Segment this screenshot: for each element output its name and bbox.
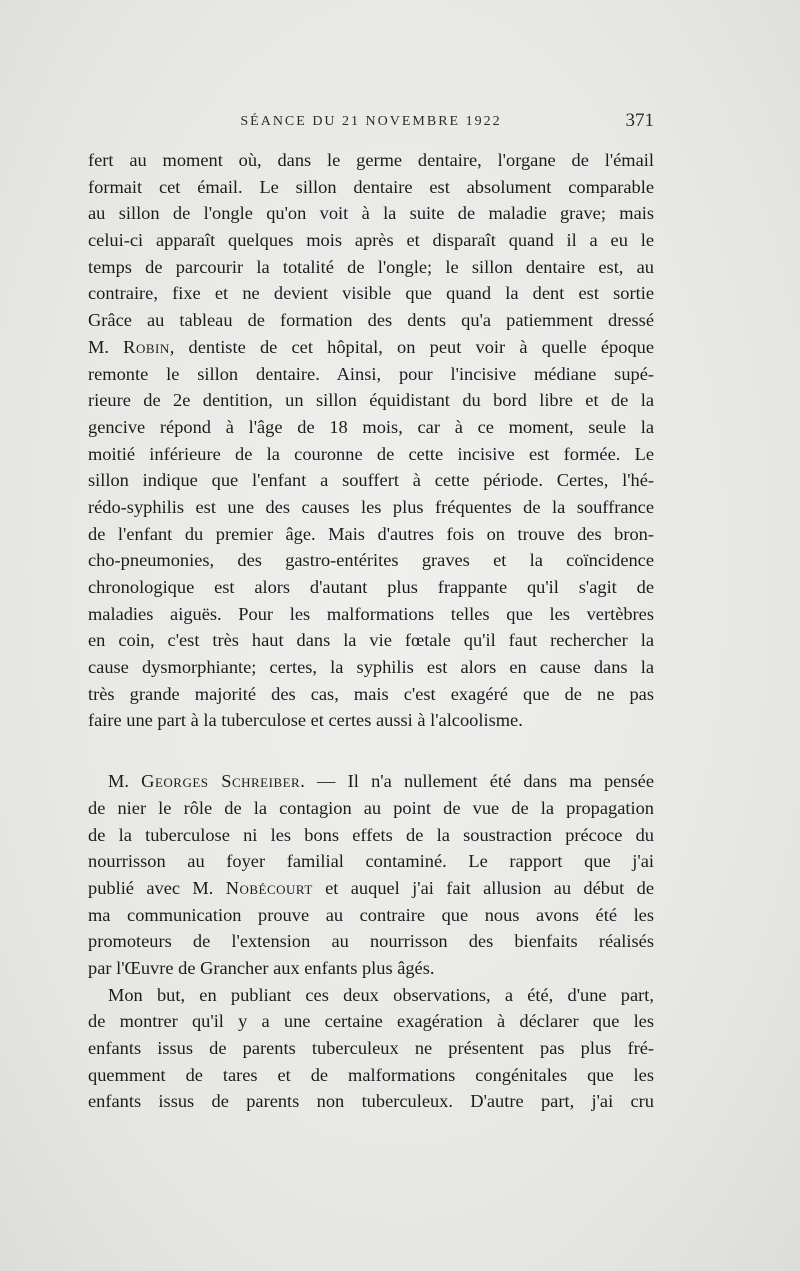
text-line: très grande majorité des cas, mais c'est exagéré que de ne pas: [88, 683, 654, 704]
text-line: en coin, c'est très haut dans la vie fœtale qu'il faut rechercher la: [88, 630, 654, 651]
text-line: maladies aiguës. Pour les malformations telles que les vertèbres: [88, 603, 654, 624]
text-line: moitié inférieure de la couronne de cette incisive est formée. Le: [88, 443, 654, 464]
text-fragment: publié avec M.: [88, 877, 226, 898]
text-line: chronologique est alors d'autant plus frappante qu'il s'agit de: [88, 577, 654, 597]
text-fragment: , dentiste de cet hôpital, on peut voir à quelle époque: [169, 336, 654, 357]
text-line: formait cet émail. Le sillon dentaire est absolument comparable: [88, 176, 654, 197]
text-line: de l'enfant du premier âge. Mais d'autres fois on trouve des bron-: [88, 523, 654, 544]
text-fragment: . — Il n'a nullement été dans ma pensée: [300, 771, 654, 792]
text-fragment: M.: [108, 771, 142, 792]
page-header: [88, 110, 654, 138]
text-line: gencive répond à l'âge de 18 mois, car à ce moment, seule la: [88, 416, 654, 437]
text-line: ma communication prouve au contraire que nous avons été les: [88, 904, 654, 925]
text-line: fert au moment où, dans le germe dentaire, l'organe de l'émail: [88, 150, 654, 170]
text-line: de la tuberculose ni les bons effets de la soustraction précoce du: [88, 824, 654, 845]
text-fragment: et auquel j'ai fait allusion au début de: [312, 877, 654, 898]
running-title: SÉANCE DU 21 NOVEMBRE 1922: [240, 114, 502, 129]
text-line: temps de parcourir la totalité de l'ongle; le sillon dentaire est, au: [88, 256, 654, 277]
text-line: enfants issus de parents non tuberculeux. D'autre part, j'ai cru: [88, 1091, 654, 1112]
text-line: quemment de tares et de malformations congénitales que les: [88, 1064, 654, 1085]
text-line: promoteurs de l'extension au nourrisson des bienfaits réalisés: [88, 931, 654, 952]
text-line: celui-ci apparaît quelques mois après et disparaît quand il a eu le: [88, 230, 654, 251]
text-line: cause dysmorphiante; certes, la syphilis est alors en cause dans la: [88, 657, 654, 678]
text-line: de nier le rôle de la contagion au point de vue de la propagation: [88, 797, 654, 818]
text-line: au sillon de l'ongle qu'on voit à la suite de maladie grave; mais: [88, 203, 654, 224]
person-name: Robin: [123, 336, 170, 357]
speaker-name: Georges Schreiber: [141, 771, 301, 792]
text-line: remonte le sillon dentaire. Ainsi, pour l'incisive médiane supé-: [88, 363, 654, 384]
text-line: nourrisson au foyer familial contaminé. Le rapport que j'ai: [88, 851, 654, 872]
text-line: cho-pneumonies, des gastro-entérites graves et la coïncidence: [88, 550, 654, 571]
text-line: Grâce au tableau de formation des dents qu'a patiemment dressé: [88, 310, 654, 331]
text-line: sillon indique que l'enfant a souffert à cette période. Certes, l'hé-: [88, 470, 654, 491]
page-number: 371: [625, 110, 654, 131]
paragraph-gap: [88, 734, 654, 768]
text-line: faire une part à la tuberculose et certes aussi à l'alcoolisme.: [88, 710, 523, 731]
text-fragment: M.: [88, 336, 124, 357]
text-line: enfants issus de parents tuberculeux ne présentent pas plus fré-: [88, 1038, 654, 1058]
text-line-nobecourt: [88, 875, 654, 902]
text-line-robin: [88, 334, 654, 361]
text-line: de montrer qu'il y a une certaine exagération à déclarer que les: [88, 1011, 654, 1032]
body-text: [88, 147, 654, 1115]
text-line: par l'Œuvre de Grancher aux enfants plus âgés.: [88, 957, 435, 978]
text-line: Mon but, en publiant ces deux observations, a été, d'une part,: [108, 984, 654, 1005]
text-line: rédo-syphilis est une des causes les plus fréquentes de la souffrance: [88, 496, 654, 517]
text-line: rieure de 2e dentition, un sillon équidistant du bord libre et de la: [88, 390, 654, 411]
speaker-line: [88, 768, 654, 795]
person-name: Nobécourt: [225, 877, 313, 898]
text-line: contraire, fixe et ne devient visible que quand la dent est sortie: [88, 283, 654, 304]
